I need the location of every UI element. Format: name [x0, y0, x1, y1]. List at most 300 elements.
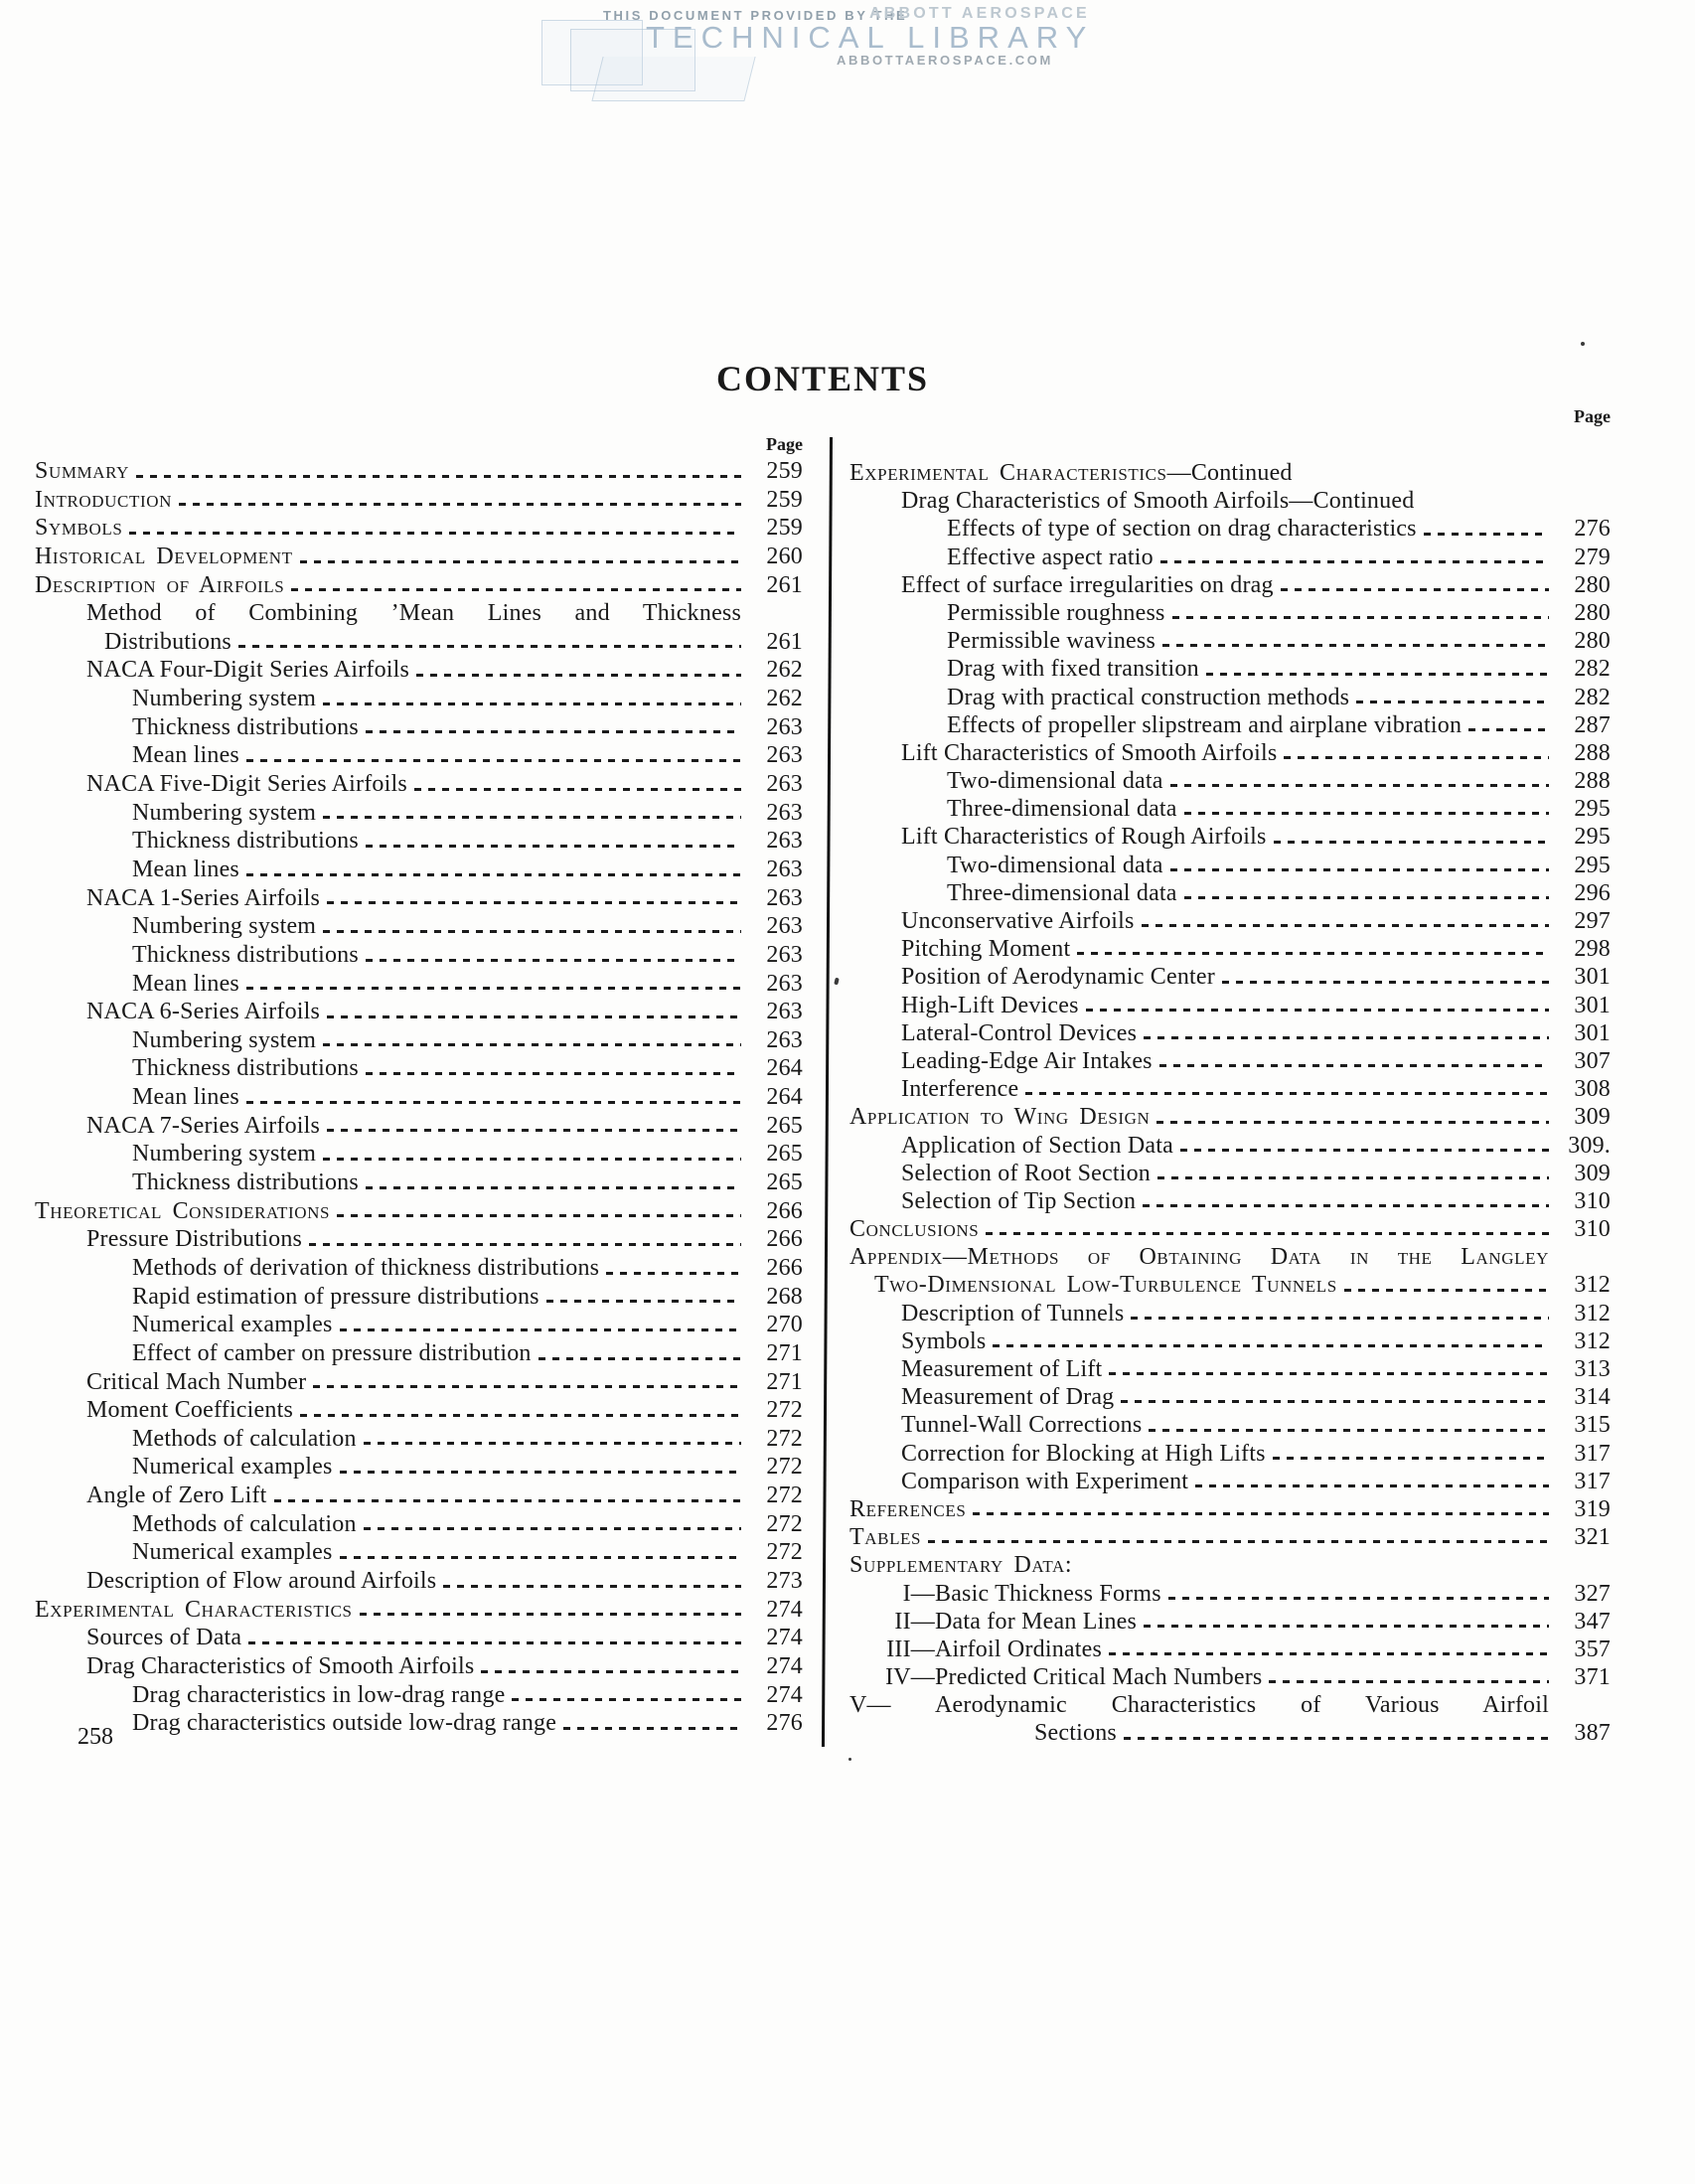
toc-row	[849, 1691, 1611, 1719]
toc-page-number: 321	[1574, 1524, 1611, 1551]
toc-page-number: 272	[766, 1425, 803, 1452]
toc-row	[901, 1075, 1611, 1103]
toc-page-number: 313	[1574, 1356, 1611, 1382]
toc-page-number: 272	[766, 1454, 803, 1481]
toc-row	[132, 1681, 803, 1710]
toc-entry-label: Three-dimensional data	[947, 879, 1177, 906]
toc-page-number: 259	[766, 458, 803, 484]
toc-entry-label: Angle of Zero Lift	[86, 1482, 267, 1509]
toc-entry-label: Effective aspect ratio	[947, 544, 1154, 570]
toc-row	[947, 879, 1611, 907]
toc-row	[86, 884, 803, 913]
toc-entry-label: Symbols	[901, 1327, 987, 1354]
toc-row	[86, 998, 803, 1026]
dot-leader	[300, 560, 741, 563]
page-title: CONTENTS	[715, 359, 930, 398]
toc-right-column	[849, 459, 1611, 1748]
toc-row	[849, 1243, 1611, 1271]
toc-entry-label: Pressure Distributions	[86, 1226, 303, 1253]
dot-leader	[1273, 1457, 1549, 1460]
toc-entry-label: Numerical examples	[132, 1539, 333, 1566]
toc-page-number: 312	[1574, 1300, 1611, 1326]
toc-page-number: 347	[1574, 1608, 1611, 1635]
toc-entry-label: Lift Characteristics of Rough Airfoils	[901, 824, 1267, 851]
toc-entry-label: Measurement of Lift	[901, 1356, 1103, 1382]
dot-leader	[323, 1043, 741, 1046]
watermark-provided-by-text: THIS DOCUMENT PROVIDED BY THE	[603, 8, 908, 23]
dot-leader	[986, 1232, 1549, 1235]
dot-leader	[248, 1641, 741, 1644]
roman-numeral: I—	[902, 1580, 935, 1607]
roman-numeral: V—	[849, 1692, 891, 1719]
toc-entry-label: V— Aerodynamic Characteristics of Various Airfoil	[849, 1692, 1549, 1719]
toc-page-number: 270	[766, 1312, 803, 1338]
toc-row	[901, 1047, 1611, 1075]
dot-leader	[1284, 756, 1549, 759]
toc-entry-label: Drag characteristics outside low-drag range	[132, 1710, 557, 1737]
dot-leader	[300, 1414, 741, 1417]
toc-entry-label: Lift Characteristics of Smooth Airfoils	[901, 739, 1278, 766]
dot-leader	[563, 1727, 741, 1730]
toc-page-number: 263	[766, 828, 803, 855]
toc-page-number: 264	[766, 1055, 803, 1082]
toc-page-number: 280	[1574, 628, 1611, 655]
toc-entry-label: Experimental Characteristics	[35, 1596, 353, 1623]
dot-leader	[1180, 1149, 1549, 1152]
toc-row	[132, 1026, 803, 1055]
toc-page-number: 266	[766, 1197, 803, 1224]
toc-row	[901, 992, 1611, 1019]
toc-row	[132, 1083, 803, 1112]
dot-leader	[1142, 924, 1549, 927]
toc-entry-label: References	[849, 1495, 967, 1522]
watermark-url-text: ABBOTTAEROSPACE.COM	[837, 53, 1053, 68]
toc-page-number: 309.	[1568, 1132, 1611, 1159]
dot-leader	[179, 503, 741, 506]
dot-leader	[1160, 560, 1549, 563]
toc-row	[901, 1132, 1611, 1160]
dot-leader	[1149, 1429, 1549, 1432]
toc-page-number: 263	[766, 970, 803, 997]
toc-row	[132, 1140, 803, 1169]
toc-page-number: 314	[1574, 1384, 1611, 1411]
toc-page-number: 276	[1574, 516, 1611, 543]
toc-entry-label: Thickness distributions	[132, 828, 359, 855]
toc-row	[901, 1440, 1611, 1468]
toc-entry-label: Description of Flow around Airfoils	[86, 1567, 437, 1594]
toc-row	[132, 1169, 803, 1197]
toc-entry-label: Sections	[1034, 1720, 1117, 1747]
toc-entry-label: Correction for Blocking at High Lifts	[901, 1440, 1266, 1467]
dot-leader	[274, 1499, 741, 1502]
toc-page-number: 261	[766, 628, 803, 655]
toc-entry-label: Historical Development	[35, 543, 293, 569]
roman-numeral: IV—	[885, 1664, 935, 1691]
toc-page-number: 309	[1574, 1104, 1611, 1131]
toc-entry-label: Numerical examples	[132, 1312, 333, 1338]
toc-entry-label: I—Basic Thickness Forms	[849, 1580, 1161, 1608]
dot-leader	[1144, 1625, 1549, 1628]
toc-row	[849, 1495, 1611, 1523]
toc-row	[35, 486, 803, 515]
toc-row	[132, 1538, 803, 1567]
toc-row	[86, 1368, 803, 1397]
dot-leader	[1269, 1680, 1549, 1683]
dot-leader	[323, 816, 741, 819]
dot-leader	[414, 788, 741, 791]
dot-leader	[1131, 1317, 1549, 1320]
toc-row	[132, 970, 803, 999]
toc-entry-label: Thickness distributions	[132, 941, 359, 968]
toc-entry-label: Thickness distributions	[132, 1170, 359, 1196]
toc-page-number: 263	[766, 799, 803, 826]
dot-leader	[1157, 1176, 1549, 1179]
toc-entry-label: Description of Tunnels	[901, 1300, 1125, 1326]
toc-entry-label: Interference	[901, 1076, 1019, 1103]
toc-page-number: 288	[1574, 739, 1611, 766]
dot-leader	[366, 959, 741, 962]
toc-entry-label: Summary	[35, 458, 130, 484]
toc-page-number: 282	[1574, 656, 1611, 683]
toc-page-number: 274	[766, 1625, 803, 1651]
toc-row	[35, 457, 803, 486]
dot-leader	[1206, 673, 1549, 676]
toc-entry-label: Application of Section Data	[901, 1132, 1173, 1159]
toc-page-number: 371	[1574, 1664, 1611, 1691]
toc-entry-label: Thickness distributions	[132, 713, 359, 740]
toc-page-number: 308	[1574, 1076, 1611, 1103]
dot-leader	[246, 873, 741, 876]
toc-row	[947, 627, 1611, 655]
toc-page-number: 276	[766, 1710, 803, 1737]
dot-leader	[366, 730, 741, 733]
dot-leader	[327, 1129, 741, 1132]
roman-numeral: III—	[886, 1636, 935, 1662]
toc-row	[132, 1283, 803, 1312]
dot-leader	[1156, 1121, 1549, 1124]
toc-row	[947, 544, 1611, 571]
toc-row	[901, 1355, 1611, 1383]
dot-leader	[366, 1072, 741, 1075]
toc-page-number: 266	[766, 1254, 803, 1281]
toc-entry-label: II—Data for Mean Lines	[849, 1608, 1137, 1636]
toc-page-number: 272	[766, 1539, 803, 1566]
toc-entry-label: NACA Five-Digit Series Airfoils	[86, 771, 407, 798]
toc-page-number: 264	[766, 1084, 803, 1111]
toc-row	[35, 1197, 803, 1226]
toc-page-number: 274	[766, 1596, 803, 1623]
toc-page-number: 274	[766, 1652, 803, 1679]
toc-row	[132, 741, 803, 770]
dot-leader	[1077, 952, 1549, 955]
toc-row	[132, 1254, 803, 1283]
toc-row	[132, 1425, 803, 1454]
toc-row	[86, 1396, 803, 1425]
toc-row	[849, 1663, 1611, 1691]
dot-leader	[1195, 1484, 1549, 1487]
dot-leader	[1170, 868, 1549, 871]
toc-page-number: 279	[1574, 544, 1611, 570]
dot-leader	[1109, 1372, 1549, 1375]
dot-leader	[416, 674, 741, 677]
dot-leader	[606, 1272, 741, 1275]
dot-leader	[246, 1101, 741, 1104]
toc-row	[35, 514, 803, 543]
toc-row	[132, 1510, 803, 1539]
toc-row	[132, 799, 803, 828]
toc-row	[132, 1054, 803, 1083]
dot-leader	[309, 1243, 741, 1246]
dot-leader	[246, 987, 741, 990]
toc-row	[947, 852, 1611, 879]
toc-row	[132, 827, 803, 856]
toc-page-number: 263	[766, 1026, 803, 1053]
toc-row	[86, 1112, 803, 1141]
toc-entry-label: Two-Dimensional Low-Turbulence Tunnels	[874, 1272, 1337, 1299]
dot-leader	[238, 645, 741, 648]
toc-page-number: 265	[766, 1141, 803, 1168]
print-speck	[834, 978, 840, 986]
toc-page-number: 263	[766, 999, 803, 1025]
dot-leader	[340, 1471, 741, 1474]
toc-row	[35, 543, 803, 571]
toc-entry-label: Critical Mach Number	[86, 1368, 307, 1395]
dot-leader	[1222, 981, 1549, 984]
toc-entry-label: Drag with fixed transition	[947, 656, 1199, 683]
toc-row	[901, 571, 1611, 599]
dot-leader	[1124, 1737, 1549, 1740]
toc-row	[132, 1311, 803, 1339]
toc-page-number: 265	[766, 1112, 803, 1139]
dot-leader	[340, 1556, 741, 1559]
dot-leader	[360, 1613, 741, 1616]
toc-entry-label: Selection of Tip Section	[901, 1187, 1137, 1214]
toc-entry-label: Supplementary Data:	[849, 1552, 1073, 1579]
toc-entry-label: Effect of surface irregularities on drag	[901, 571, 1274, 598]
column-divider-rule	[822, 437, 833, 1747]
toc-row	[947, 515, 1611, 543]
toc-entry-label: Permissible roughness	[947, 599, 1165, 626]
toc-entry-label: NACA 7-Series Airfoils	[86, 1112, 321, 1139]
toc-page-number: 260	[766, 543, 803, 569]
dot-leader	[1168, 1597, 1549, 1600]
toc-entry-label: Numbering system	[132, 913, 317, 940]
toc-row	[132, 856, 803, 884]
toc-page-number: 261	[766, 571, 803, 598]
toc-entry-label: Moment Coefficients	[86, 1397, 293, 1424]
toc-entry-label: IV—Predicted Critical Mach Numbers	[849, 1663, 1262, 1691]
dot-leader	[1424, 533, 1549, 536]
toc-entry-label: Introduction	[35, 486, 172, 513]
toc-row	[132, 941, 803, 970]
dot-leader	[136, 475, 741, 478]
toc-page-number: 263	[766, 913, 803, 940]
dot-leader	[246, 759, 741, 762]
toc-row	[901, 1327, 1611, 1355]
toc-row	[132, 1709, 803, 1738]
toc-row	[901, 1187, 1611, 1215]
toc-page-number: 262	[766, 686, 803, 712]
toc-page-number: 287	[1574, 711, 1611, 738]
toc-page-number: 263	[766, 941, 803, 968]
dot-leader	[512, 1698, 741, 1701]
dot-leader	[323, 1158, 741, 1161]
dot-leader	[327, 901, 741, 904]
dot-leader	[313, 1385, 741, 1388]
toc-page-number: 263	[766, 713, 803, 740]
dot-leader	[1344, 1289, 1549, 1292]
toc-page-number: 310	[1574, 1216, 1611, 1243]
toc-entry-label: Mean lines	[132, 1084, 239, 1111]
toc-entry-label: Numbering system	[132, 1141, 317, 1168]
dot-leader	[993, 1344, 1549, 1347]
continued-suffix: —Continued	[1166, 460, 1293, 486]
page-column-header-right: Page	[1574, 406, 1611, 426]
toc-entry-label: Tables	[849, 1524, 922, 1551]
toc-row	[849, 1103, 1611, 1131]
toc-page-number: 312	[1574, 1327, 1611, 1354]
toc-entry-label: NACA 6-Series Airfoils	[86, 999, 321, 1025]
dot-leader	[364, 1527, 741, 1530]
toc-entry-label: Comparison with Experiment	[901, 1468, 1189, 1494]
toc-row	[849, 1551, 1611, 1579]
toc-page-number: 296	[1574, 879, 1611, 906]
roman-numeral: II—	[894, 1608, 935, 1635]
toc-entry-label: Drag Characteristics of Smooth Airfoils	[86, 1652, 475, 1679]
toc-row	[849, 1523, 1611, 1551]
dot-leader	[1144, 1036, 1549, 1039]
toc-entry-label: High-Lift Devices	[901, 992, 1079, 1018]
toc-row	[901, 1160, 1611, 1187]
toc-entry-label: Symbols	[35, 515, 123, 542]
toc-row	[86, 1624, 803, 1652]
toc-page-number: 274	[766, 1681, 803, 1708]
toc-row	[1034, 1719, 1611, 1747]
toc-page-number: 280	[1574, 571, 1611, 598]
toc-row	[132, 912, 803, 941]
toc-page-number: 259	[766, 515, 803, 542]
toc-entry-label: Pitching Moment	[901, 936, 1071, 963]
toc-row	[86, 1567, 803, 1596]
toc-row	[86, 1652, 803, 1681]
toc-page-number: 271	[766, 1339, 803, 1366]
dot-leader	[443, 1585, 741, 1588]
toc-page-number: 298	[1574, 936, 1611, 963]
toc-page-number: 310	[1574, 1187, 1611, 1214]
toc-entry-label: Numbering system	[132, 686, 317, 712]
dot-leader	[129, 532, 741, 535]
toc-page-number: 262	[766, 657, 803, 684]
toc-page-number: 297	[1574, 908, 1611, 934]
toc-entry-label: Numbering system	[132, 799, 317, 826]
toc-entry-label: Experimental Characteristics—Continued	[849, 460, 1293, 486]
toc-row	[132, 1339, 803, 1368]
toc-page-number: 265	[766, 1170, 803, 1196]
toc-page-number: 263	[766, 856, 803, 882]
toc-entry-label: Thickness distributions	[132, 1055, 359, 1082]
toc-entry-label: Mean lines	[132, 856, 239, 882]
dot-leader	[364, 1442, 741, 1445]
toc-entry-label: Numerical examples	[132, 1454, 333, 1481]
toc-row	[132, 685, 803, 713]
toc-page-number: 319	[1574, 1495, 1611, 1522]
toc-entry-label: Appendix—Methods of Obtaining Data in the Langley	[849, 1244, 1549, 1271]
toc-entry-label: Effect of camber on pressure distribution	[132, 1339, 532, 1366]
toc-entry-label: NACA 1-Series Airfoils	[86, 884, 321, 911]
toc-row	[947, 684, 1611, 711]
toc-page-number: 272	[766, 1482, 803, 1509]
toc-row	[947, 711, 1611, 739]
folio-page-number: 258	[77, 1724, 113, 1750]
toc-page-number: 266	[766, 1226, 803, 1253]
toc-entry-label: Application to Wing Design	[849, 1104, 1151, 1131]
toc-entry-label: III—Airfoil Ordinates	[849, 1636, 1102, 1663]
toc-entry-label: Distributions	[104, 628, 231, 655]
toc-entry-label: Position of Aerodynamic Center	[901, 964, 1215, 991]
toc-page-number: 309	[1574, 1160, 1611, 1186]
toc-page-number: 301	[1574, 1019, 1611, 1046]
toc-page-number: 295	[1574, 824, 1611, 851]
toc-row	[901, 823, 1611, 851]
dot-leader	[366, 1186, 741, 1189]
toc-page-number: 387	[1574, 1720, 1611, 1747]
toc-row	[901, 935, 1611, 963]
toc-row	[849, 1636, 1611, 1663]
toc-page-number: 317	[1574, 1440, 1611, 1467]
print-speck	[848, 1758, 851, 1761]
toc-page-number: 268	[766, 1283, 803, 1310]
toc-row	[901, 1411, 1611, 1439]
toc-row	[35, 1596, 803, 1625]
toc-row	[849, 1580, 1611, 1608]
toc-entry-label: Effects of propeller slipstream and airplane vibration	[947, 711, 1463, 738]
dot-leader	[481, 1670, 741, 1673]
toc-page-number: 259	[766, 486, 803, 513]
dot-leader	[1170, 784, 1549, 787]
dot-leader	[973, 1512, 1549, 1515]
toc-page-number: 301	[1574, 992, 1611, 1018]
dot-leader	[1274, 841, 1549, 844]
toc-entry-label: Sources of Data	[86, 1625, 242, 1651]
dot-leader	[1281, 588, 1549, 591]
toc-row	[901, 1383, 1611, 1411]
toc-page-number: 280	[1574, 599, 1611, 626]
toc-page-number: 272	[766, 1397, 803, 1424]
toc-page-number: 301	[1574, 964, 1611, 991]
toc-row	[104, 628, 803, 657]
toc-entry-label: Unconservative Airfoils	[901, 908, 1135, 934]
dot-leader	[1109, 1652, 1549, 1655]
dot-leader	[1184, 812, 1549, 815]
dot-leader	[1162, 644, 1549, 647]
toc-entry-label: Mean lines	[132, 970, 239, 997]
toc-row	[86, 1225, 803, 1254]
toc-entry-label: Rapid estimation of pressure distributions	[132, 1283, 539, 1310]
toc-entry-label: Methods of calculation	[132, 1510, 357, 1537]
toc-row	[849, 459, 1611, 487]
toc-page-number: 295	[1574, 796, 1611, 823]
toc-entry-label: Methods of derivation of thickness distributions	[132, 1254, 600, 1281]
toc-page-number: 295	[1574, 852, 1611, 878]
dot-leader	[1356, 701, 1549, 703]
toc-entry-label: Method of Combining ’Mean Lines and Thickness	[86, 600, 741, 627]
dot-leader	[928, 1540, 1549, 1543]
toc-page-number: 327	[1574, 1580, 1611, 1607]
toc-row	[86, 1482, 803, 1510]
toc-row	[132, 713, 803, 742]
dot-leader	[323, 702, 741, 705]
toc-row	[947, 655, 1611, 683]
